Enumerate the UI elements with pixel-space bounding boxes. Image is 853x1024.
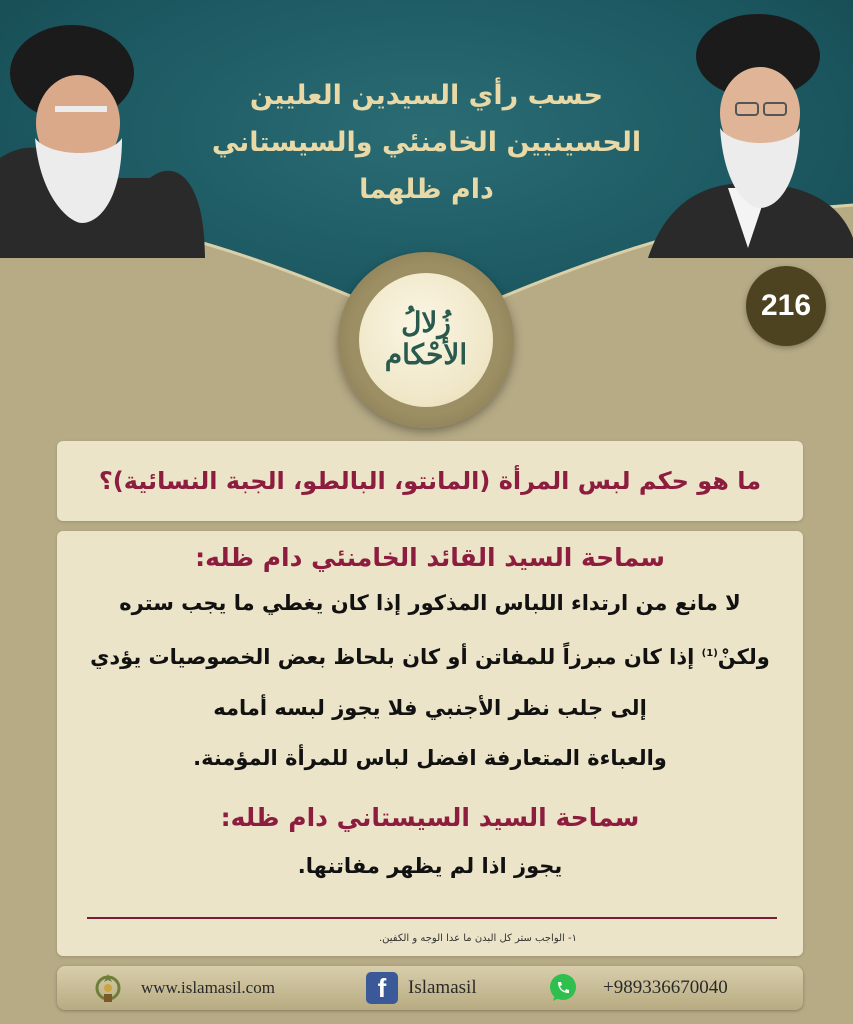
site-logo-icon bbox=[93, 970, 123, 1006]
khamenei-heading: سماحة السيد القائد الخامنئي دام ظله: bbox=[195, 543, 665, 572]
phone-number[interactable]: +989336670040 bbox=[603, 977, 728, 998]
khamenei-line-3: إلى جلب نظر الأجنبي فلا يجوز لبسه أمامه bbox=[213, 696, 647, 720]
whatsapp-contact[interactable] bbox=[547, 966, 728, 1010]
khamenei-line-4: والعباءة المتعارفة افضل لباس للمرأة المؤمنة. bbox=[193, 746, 667, 770]
page-title bbox=[200, 72, 653, 213]
contact-footer bbox=[57, 966, 803, 1010]
facebook-link[interactable] bbox=[366, 966, 477, 1010]
title-line-2: الحسينيين الخامنئي والسيستاني bbox=[211, 127, 642, 158]
website-link[interactable] bbox=[141, 966, 275, 1010]
question-text: ما هو حكم لبس المرأة (المانتو، البالطو، الجبة النسائية)؟ bbox=[98, 467, 762, 495]
whatsapp-icon[interactable] bbox=[547, 972, 579, 1004]
khamenei-line-2-end: إذا كان مبرزاً للمفاتن أو كان بلحاظ بعض الخصوصيات يؤدي bbox=[90, 645, 695, 669]
title-line-3: دام ظلهما bbox=[359, 174, 494, 205]
facebook-handle[interactable]: Islamasil bbox=[408, 977, 477, 998]
site-logo bbox=[93, 966, 123, 1010]
website-text[interactable]: www.islamasil.com bbox=[141, 978, 275, 997]
sistani-heading: سماحة السيد السيستاني دام ظله: bbox=[220, 803, 640, 832]
khamenei-line-2-start: ولكنْ bbox=[717, 645, 770, 669]
series-emblem bbox=[359, 273, 493, 407]
issue-number-badge: 216 bbox=[746, 266, 826, 346]
title-line-1: حسب رأي السيدين العليين bbox=[249, 80, 604, 111]
footnote-text: ١- الواجب ستر كل البدن ما عدا الوجه و الكفين. bbox=[378, 933, 577, 944]
khamenei-line-1: لا مانع من ارتداء اللباس المذكور إذا كان يغطي ما يجب ستره bbox=[119, 591, 741, 615]
question-panel bbox=[57, 441, 803, 521]
emblem-line-1: زُلالُ bbox=[401, 306, 451, 339]
answer-panel bbox=[57, 531, 803, 956]
footnote-divider bbox=[87, 917, 777, 919]
footnote-marker: (1) bbox=[701, 648, 718, 659]
emblem-line-2: الأحْكام bbox=[384, 338, 468, 371]
sistani-line-1: يجوز اذا لم يظهر مفاتنها. bbox=[297, 854, 563, 878]
facebook-icon[interactable]: f bbox=[366, 972, 398, 1004]
right-portrait bbox=[648, 8, 853, 258]
left-portrait bbox=[0, 8, 205, 258]
khamenei-line-2 bbox=[57, 645, 803, 669]
